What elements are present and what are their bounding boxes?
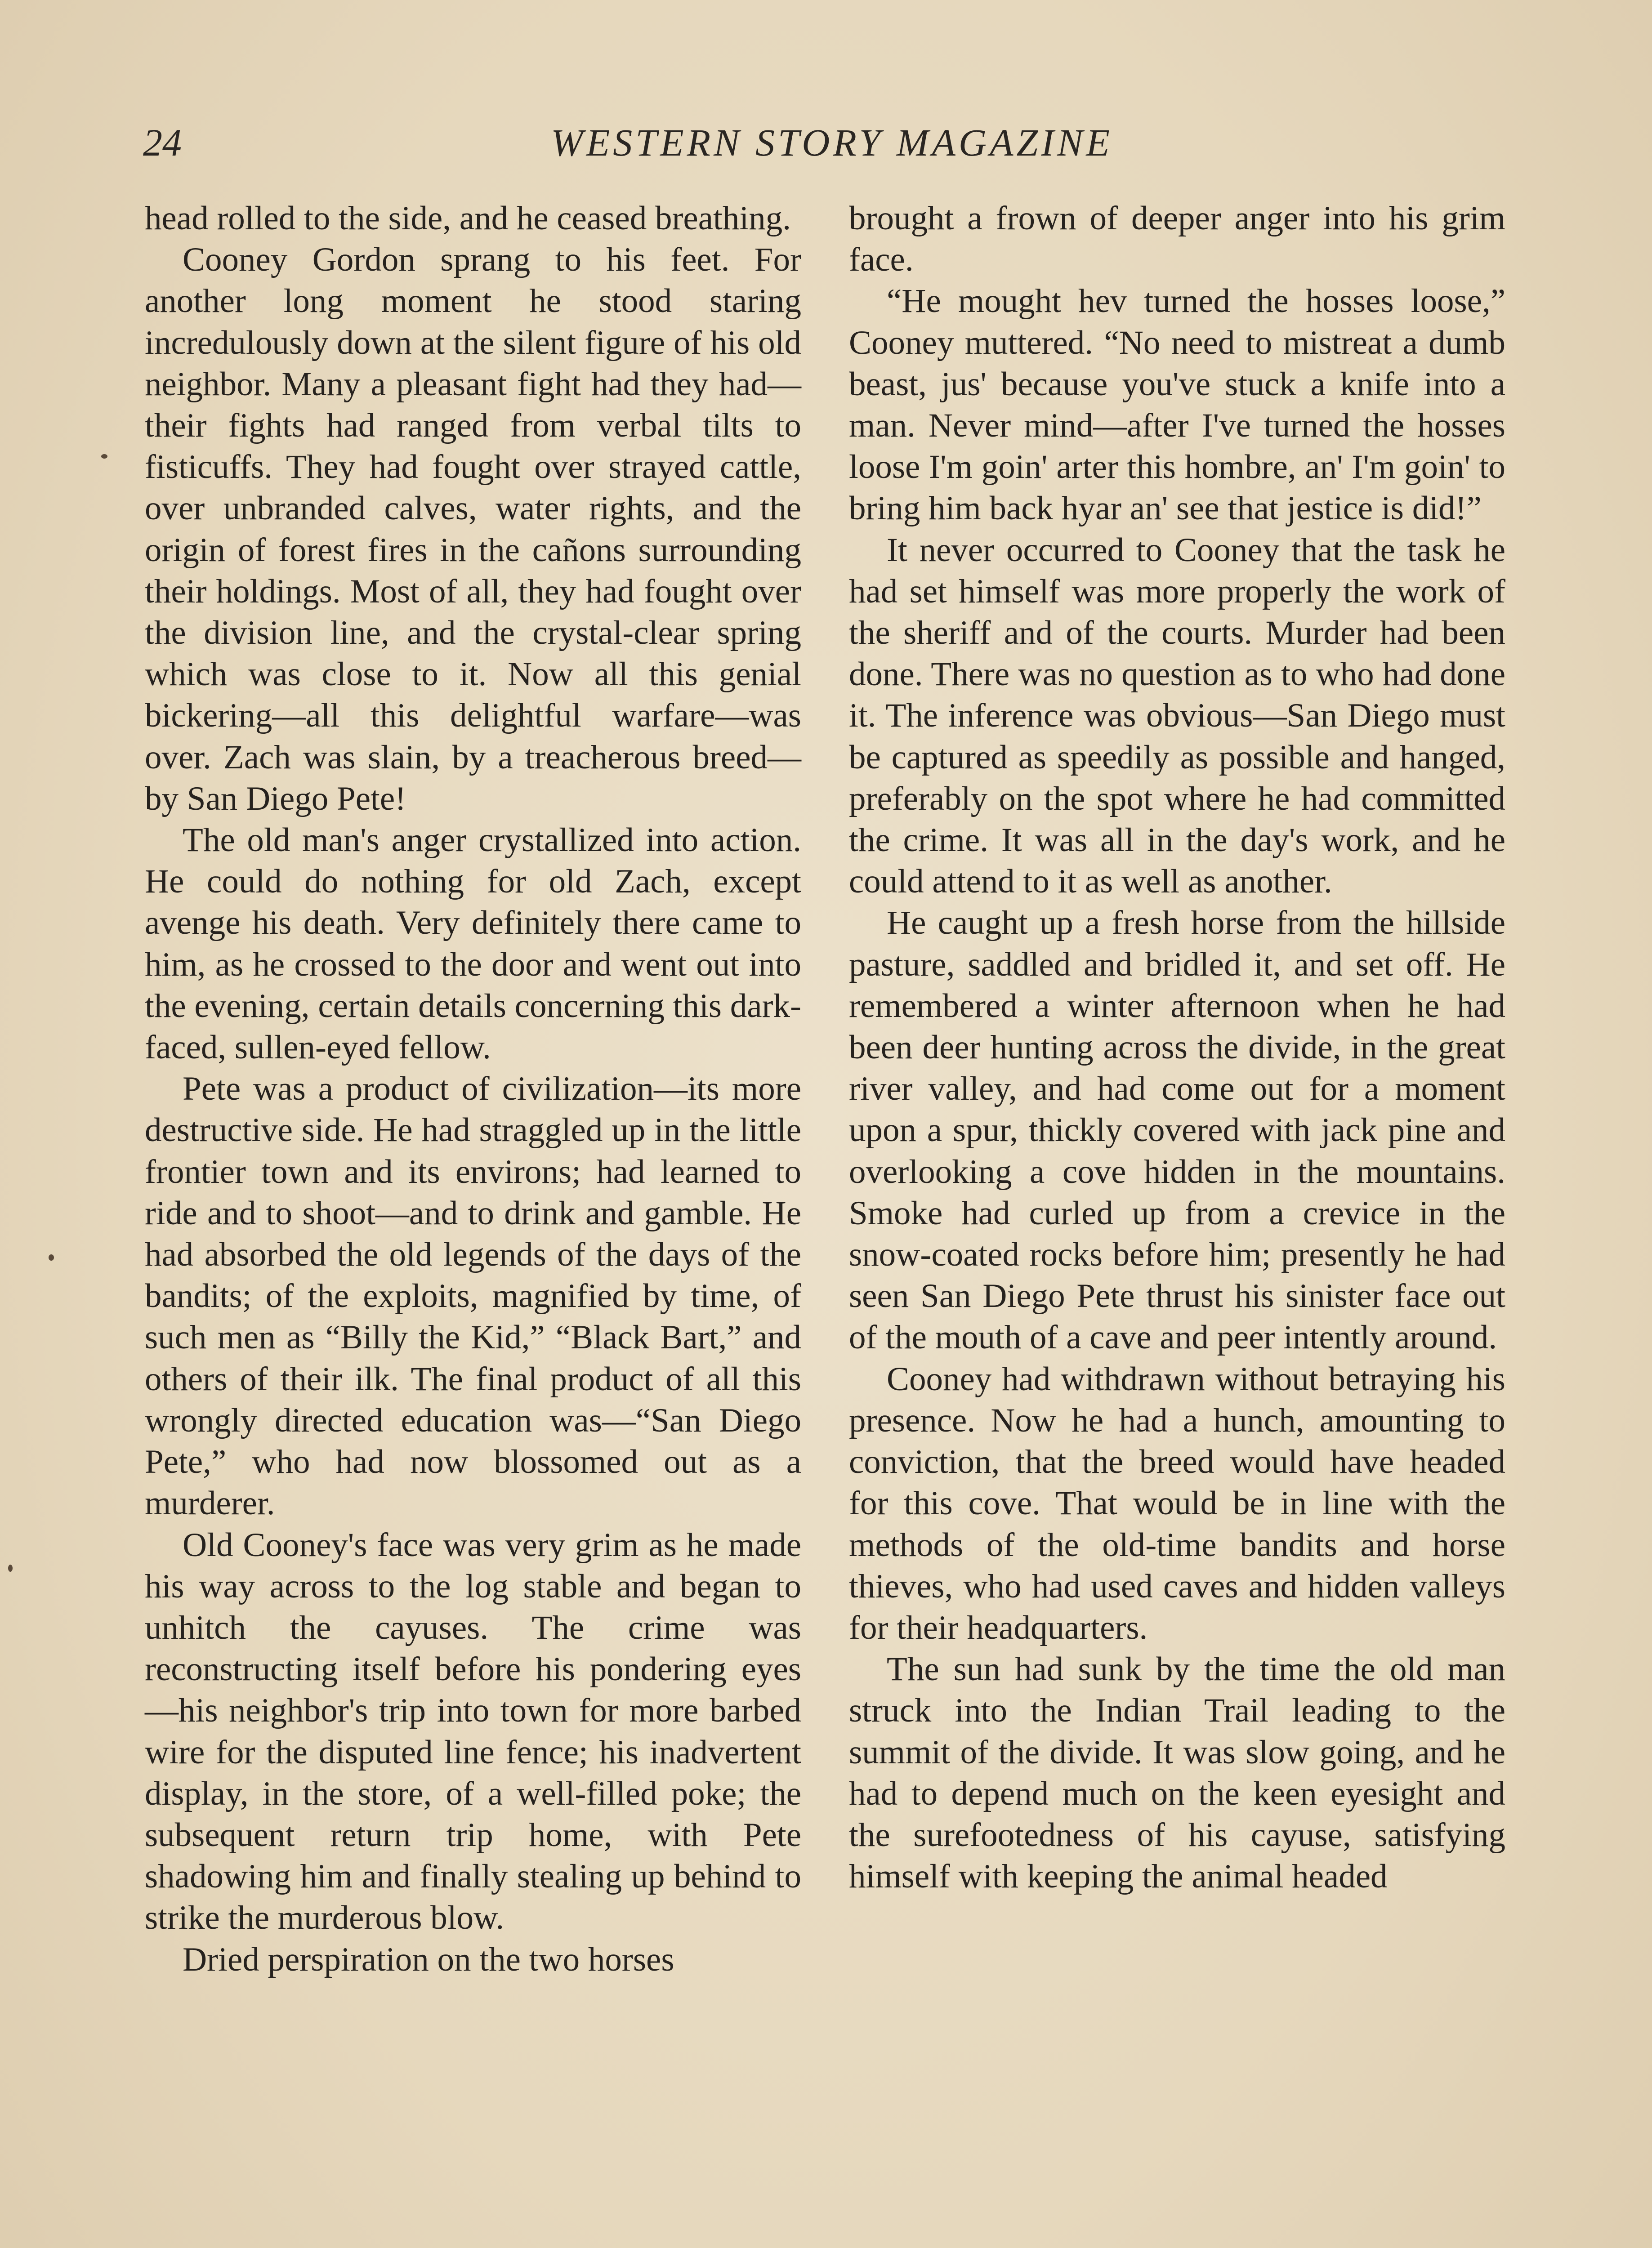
running-header <box>0 118 1652 167</box>
right-column <box>849 198 1505 1897</box>
paragraph: Pete was a product of civilization—its more destructive side. He had straggled up in the little frontier town and its environs; had learned to ride and to shoot—and to drink and gamble. He had absorbed the old legends of the days of the bandits; of the exploits, magnified by time, of such men as “Billy the Kid,” “Black Bart,” and others of their ilk. The final product of all this wrongly directed education was—“San Diego Pete,” who had now blossomed out as a murderer. <box>145 1070 801 1522</box>
paper-speck <box>101 454 107 459</box>
paragraph: brought a frown of deeper anger into his grim face. <box>849 200 1505 279</box>
paragraph: The old man's anger crystallized into action. He could do nothing for old Zach, except avenge his death. Very definitely there came to him, as he crossed to the door and went out into the evening, certain details concerning this dark-faced, sullen-eyed fellow. <box>145 821 801 1066</box>
paragraph: The sun had sunk by the time the old man struck into the Indian Trail leading to the summit of the divide. It was slow going, and he had to depend much on the keen eyesight and the surefootedness of his cayuse, satisfying himself with keeping the animal headed <box>849 1650 1505 1896</box>
left-column <box>145 198 801 1980</box>
paragraph: Cooney had withdrawn without betraying his presence. Now he had a hunch, amounting to conviction, that the breed would have headed for this cove. That would be in line with the methods of the old-time bandits and horse thieves, who had used caves and hidden valleys for their headquarters. <box>849 1360 1505 1646</box>
paper-speck <box>8 1565 13 1572</box>
paragraph: Dried perspiration on the two horses <box>183 1940 674 1978</box>
paragraph: “He mought hev turned the hosses loose,” Cooney muttered. “No need to mistreat a dumb beast, jus' because you've stuck a knife into a man. Never mind—after I've turned the hosses loose I'm goin' arter this hombre, an' I'm goin' to bring him back hyar an' see that jestice is did!” <box>849 282 1505 527</box>
page-number: 24 <box>143 121 182 164</box>
paper-speck <box>49 1254 54 1261</box>
paragraph: Cooney Gordon sprang to his feet. For another long moment he stood staring incredulously down at the silent figure of his old neighbor. Many a pleasant fight had they had—their fights had ranged from verbal tilts to fisticuffs. They had fought over strayed cattle, over unbranded calves, water rights, and the origin of forest fires in the cañons surrounding their holdings. Most of all, they had fought over the division line, and the crystal-clear spring which was close to it. Now all this genial bickering—all this delightful warfare—was over. Zach was slain, by a treacherous breed—by San Diego Pete! <box>145 241 801 817</box>
paragraph: He caught up a fresh horse from the hillside pasture, saddled and bridled it, and set off. He remembered a winter afternoon when he had been deer hunting across the divide, in the great river valley, and had come out for a moment upon a spur, thickly covered with jack pine and overlooking a cove hidden in the mountains. Smoke had curled up from a crevice in the snow-coated rocks before him; presently he had seen San Diego Pete thrust his sinister face out of the mouth of a cave and peer intently around. <box>849 904 1505 1356</box>
magazine-title: WESTERN STORY MAGAZINE <box>551 121 1113 164</box>
paragraph: Old Cooney's face was very grim as he made his way across to the log stable and began to unhitch the cayuses. The crime was reconstructing itself before his pondering eyes—his neighbor's trip into town for more barbed wire for the disputed line fence; his inadvertent display, in the store, of a well-filled poke; the subsequent return trip home, with Pete shadowing him and finally stealing up behind to strike the murderous blow. <box>145 1526 801 1937</box>
paragraph: head rolled to the side, and he ceased breathing. <box>145 200 791 237</box>
paragraph: It never occurred to Cooney that the task he had set himself was more properly the work of the sheriff and of the courts. Murder had been done. There was no question as to who had done it. The inference was obvious—San Diego must be captured as speedily as possible and hanged, preferably on the spot where he had committed the crime. It was all in the day's work, and he could attend to it as well as another. <box>849 531 1505 901</box>
